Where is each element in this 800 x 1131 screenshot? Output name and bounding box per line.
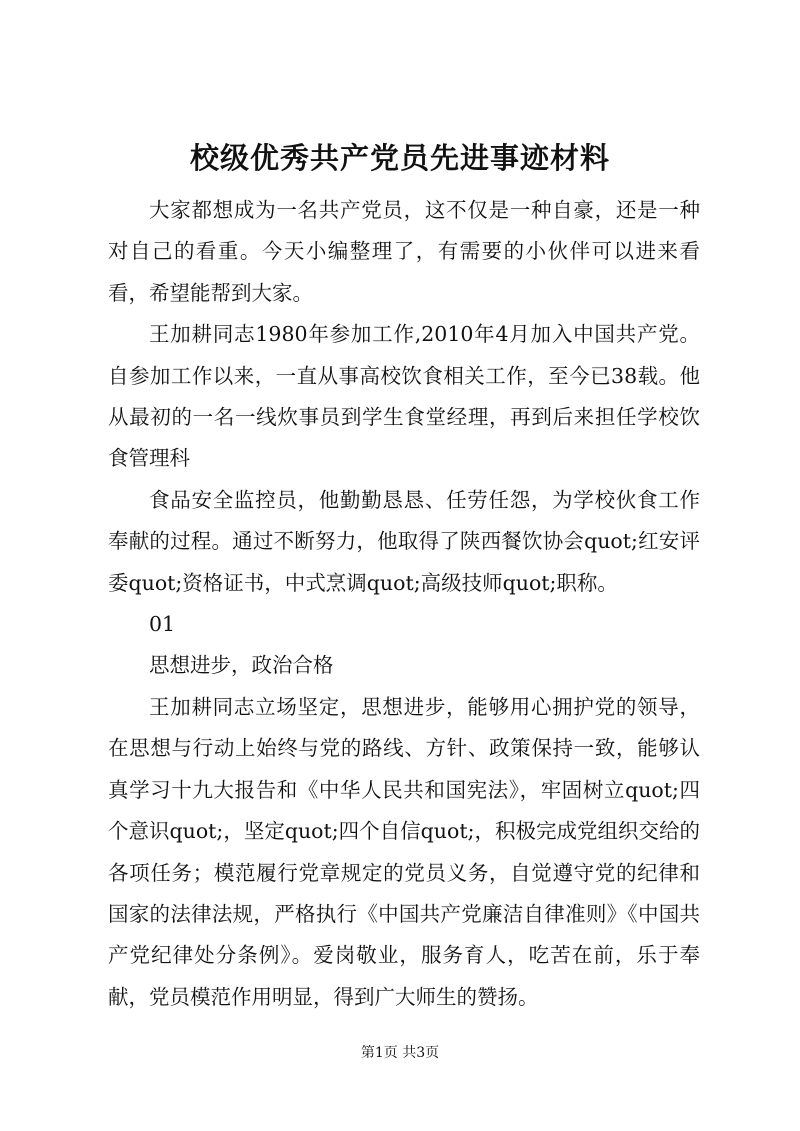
paragraph-ideology: 王加耕同志立场坚定，思想进步，能够用心拥护党的领导，在思想与行动上始终与党的路线、方针、政策保持一致，能够认真学习十九大报告和《中华人民共和国宪法》，牢固树立quot;四个意识quot;，坚定quot;四个自信quot;，积极完成党组织交给的各项任务；模范履行党章规定的党员义务，自觉遵守党的纪律和国家的法律法规，严格执行《中国共产党廉洁自律准则》《中国共产党纪律处分条例》。爱岗敬业，服务育人，吃苦在前，乐于奉献，党员模范作用明显，得到广大师生的赞扬。 (108, 694, 700, 1009)
section-heading: 思想进步，政治合格 (149, 653, 334, 678)
paragraph-intro: 大家都想成为一名共产党员，这不仅是一种自豪，还是一种对自己的看重。今天小编整理了，有需要的小伙伴可以进来看看，希望能帮到大家。 (108, 198, 700, 305)
page-footer: 第1页 共3页 (360, 1045, 440, 1061)
paragraph-background: 王加耕同志1980年参加工作,2010年4月加入中国共产党。自参加工作以来，一直从事高校饮食相关工作，至今已38载。他从最初的一名一线炊事员到学生食堂经理，再到后来担任学校饮食管理科 (108, 322, 700, 471)
paragraph-achievements: 食品安全监控员，他勤勤恳恳、任劳任怨，为学校伙食工作奉献的过程。通过不断努力，他取得了陕西餐饮协会quot;红安评委quot;资格证书，中式烹调quot;高级技师quot;职称。 (108, 487, 700, 595)
document-body (108, 190, 700, 1018)
section-number: 01 (149, 612, 176, 637)
document-title: 校级优秀共产党员先进事迹材料 (189, 141, 610, 175)
